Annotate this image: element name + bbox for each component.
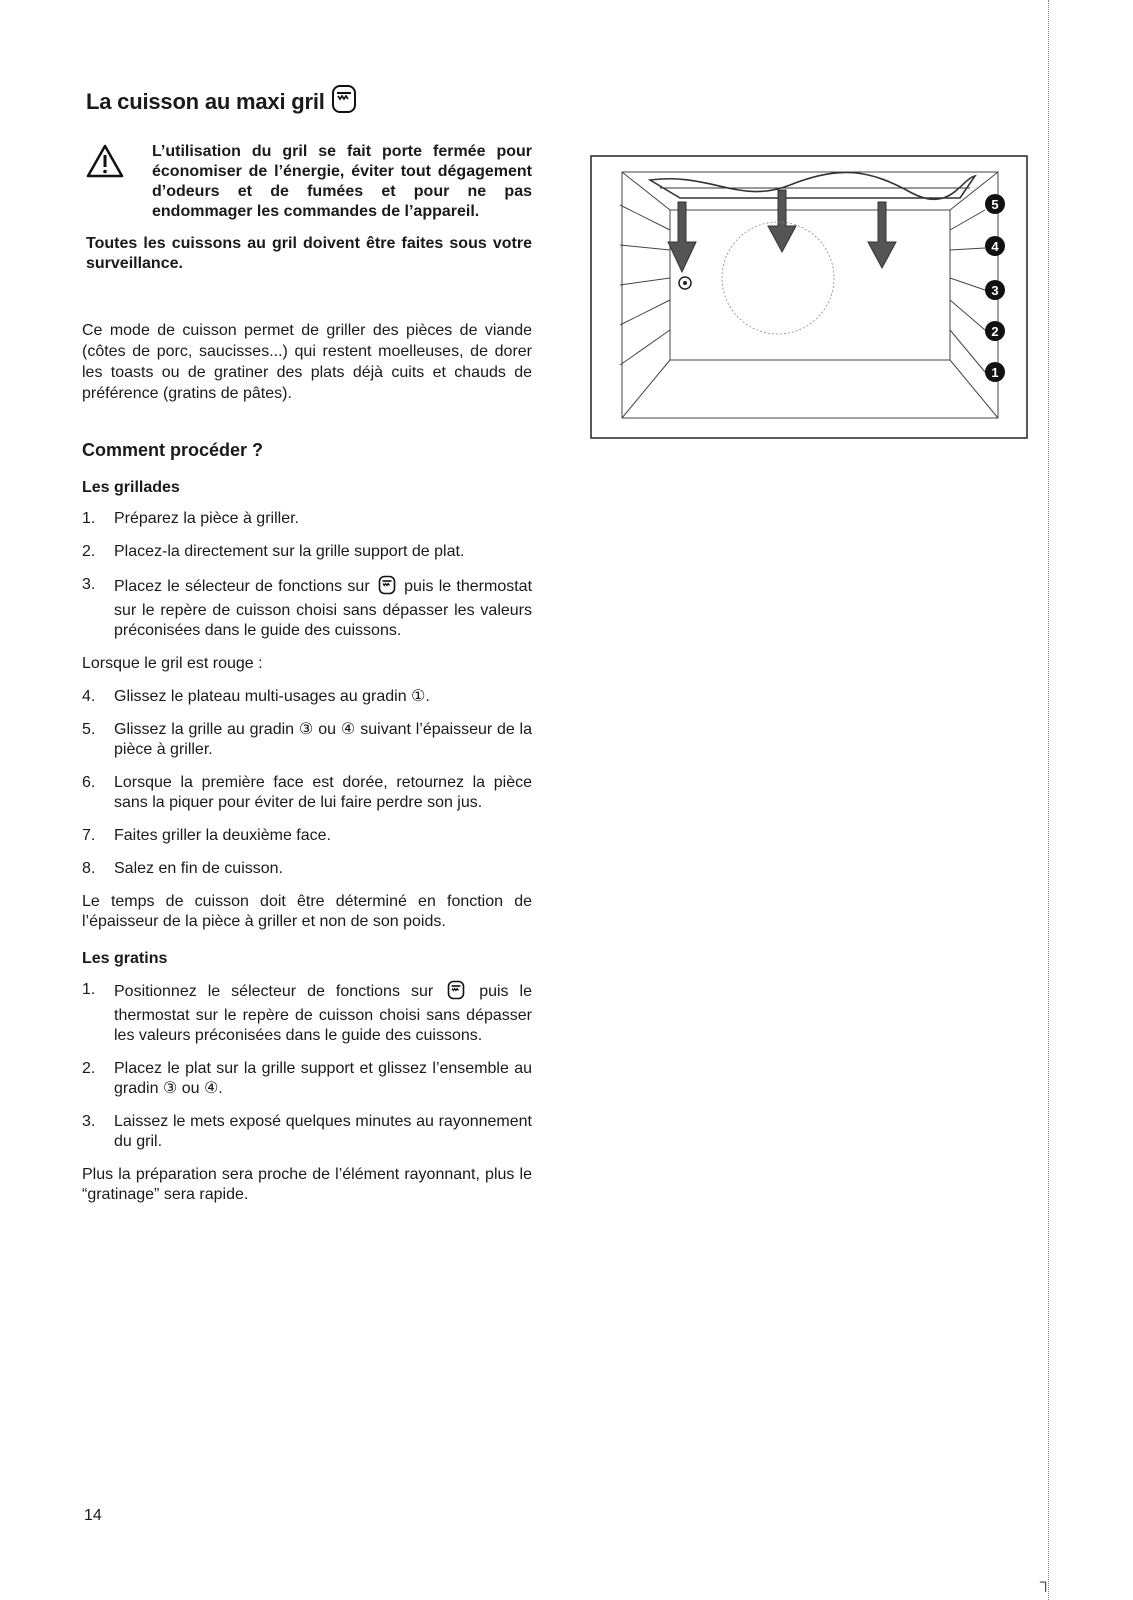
list-item — [82, 826, 532, 846]
level-label: 3 — [991, 283, 999, 298]
grill-function-icon — [447, 980, 465, 1006]
shelf-rails — [620, 205, 985, 372]
step-text-before: Positionnez le sélecteur de fonctions sur — [114, 983, 434, 1000]
warning-triangle-icon — [86, 142, 142, 222]
step-text: Glissez la grille au gradin ③ ou ④ suivant l’épaisseur de la pièce à griller. — [114, 721, 532, 758]
step-number: 3. — [82, 1113, 96, 1130]
gratinage-note: Plus la préparation sera proche de l’élément rayonnant, plus le “gratinage” sera rapide. — [82, 1166, 532, 1203]
step-number: 4. — [82, 688, 96, 705]
step-number: 5. — [82, 721, 96, 738]
level-label: 2 — [991, 324, 999, 339]
heat-arrows — [668, 190, 896, 272]
step-text — [114, 980, 532, 1046]
list-item — [82, 720, 532, 760]
step-text: Laissez le mets exposé quelques minutes au rayonnement du gril. — [114, 1113, 532, 1150]
step-text: Préparez la pièce à griller. — [114, 510, 299, 527]
when-red-text: Lorsque le gril est rouge : — [82, 655, 263, 672]
intro-paragraph: Ce mode de cuisson permet de griller des pièces de viande (côtes de porc, saucisses...) qui restent moelleuses, de dorer les toasts ou de gratiner des plats déjà cuits et chauds de préférence (gratins de pâtes). — [82, 322, 532, 402]
subheading-gratins: Les gratins — [82, 950, 168, 967]
page-title — [86, 84, 532, 120]
step-number: 6. — [82, 774, 96, 791]
step-text: Glissez le plateau multi-usages au gradin ①. — [114, 688, 430, 705]
page-number: 14 — [84, 1507, 102, 1524]
grill-function-icon — [378, 575, 396, 601]
page-edge-line — [1048, 0, 1049, 1600]
level-label: 5 — [991, 197, 999, 212]
list-item — [82, 1112, 532, 1152]
step-number: 2. — [82, 1060, 96, 1077]
step-number: 1. — [82, 981, 96, 998]
step-number: 8. — [82, 860, 96, 877]
grill-element — [650, 172, 975, 199]
step-text-after: puis le thermostat sur le repère de cuisson choisi sans dépasser les valeurs préconisées dans le guide des cuissons. — [114, 983, 533, 1044]
grill-function-icon — [331, 84, 357, 120]
list-item — [82, 687, 532, 707]
step-number: 2. — [82, 543, 96, 560]
step-text: Placez-la directement sur la grille support de plat. — [114, 543, 465, 560]
list-item — [82, 1059, 532, 1099]
list-item — [82, 509, 532, 529]
grillades-steps — [82, 509, 532, 641]
step-text: Salez en fin de cuisson. — [114, 860, 283, 877]
list-item — [82, 980, 532, 1046]
title-text: La cuisson au maxi gril — [86, 89, 325, 114]
grillades-steps-continued — [82, 687, 532, 879]
step-text: Faites griller la deuxième face. — [114, 827, 331, 844]
oven-diagram — [590, 150, 1030, 445]
subheading-grillades: Les grillades — [82, 479, 180, 496]
main-column — [82, 84, 532, 1218]
list-item — [82, 773, 532, 813]
section-heading-how-to: Comment procéder ? — [82, 440, 264, 460]
warning-text: L’utilisation du gril se fait porte fermée pour économiser de l’énergie, éviter tout dégagement d’odeurs et de fumées et pour ne pas endommager les commandes de l’appareil. — [152, 143, 532, 220]
warning-block — [86, 142, 532, 222]
step-text — [114, 575, 532, 641]
step-number: 3. — [82, 576, 96, 593]
crop-mark: ┐ — [1040, 1574, 1052, 1591]
step-text-before: Placez le sélecteur de fonctions sur — [114, 578, 370, 595]
step-number: 7. — [82, 827, 96, 844]
step-text-after: puis le thermostat sur le repère de cuisson choisi sans dépasser les valeurs préconisées dans le guide des cuissons. — [114, 578, 533, 639]
step-number: 1. — [82, 510, 96, 527]
level-label: 4 — [991, 239, 999, 254]
gratins-steps — [82, 980, 532, 1152]
level-badges — [985, 194, 1005, 382]
list-item — [82, 542, 532, 562]
surveillance-notice: Toutes les cuissons au gril doivent être faites sous votre surveillance. — [86, 235, 532, 272]
list-item — [82, 575, 532, 641]
step-text: Placez le plat sur la grille support et glissez l’ensemble au gradin ③ ou ④. — [114, 1060, 532, 1097]
level-label: 1 — [991, 365, 999, 380]
list-item — [82, 859, 532, 879]
cooking-time-note: Le temps de cuisson doit être déterminé en fonction de l’épaisseur de la pièce à griller et non de son poids. — [82, 893, 532, 930]
step-text: Lorsque la première face est dorée, retournez la pièce sans la piquer pour éviter de lui faire perdre son jus. — [114, 774, 532, 811]
